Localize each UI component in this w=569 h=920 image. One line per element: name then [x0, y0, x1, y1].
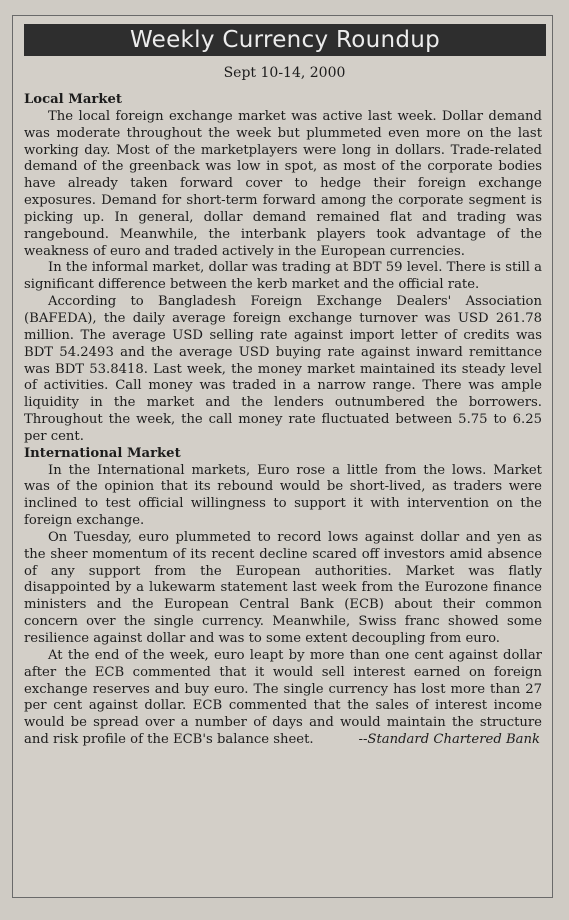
local-market-paragraph: The local foreign exchange market was active last week. Dollar demand was moderate throughout the week but plummeted even more on the last working day. Most of the marketplayers were long in dollars. Trade-related demand of the greenback was low in spot, as most of the corporate bodies have already taken forward cover to hedge their foreign exchange exposures. Demand for short-term forward among the corporate segment is picking up. In general, dollar demand remained flat and trading was rangebound. Meanwhile, the interbank players took advantage of the weakness of euro and traded actively in the European currencies.	[24, 108, 542, 259]
international-market-paragraph: In the International markets, Euro rose a little from the lows. Market was of the opinion that its rebound would be short-lived, as traders were inclined to test official willingness to support it with intervention on the foreign exchange.	[24, 462, 542, 529]
article-title-banner: Weekly Currency Roundup	[24, 24, 546, 56]
international-market-paragraph-text: At the end of the week, euro leapt by more than one cent against dollar after the ECB commented that it would sell interest earned on foreign exchange reserves and buy euro. The single currency has lost more than 27 per cent against dollar. ECB commented that the sales of interest income would be spread over a number of days and would maintain the structure and risk profile of the ECB's balance sheet.	[24, 647, 542, 748]
section-heading-local-market: Local Market	[24, 92, 122, 107]
article-body	[24, 92, 542, 749]
source-credit: --Standard Chartered Bank	[358, 732, 540, 748]
article-date: Sept 10-14, 2000	[223, 65, 346, 81]
local-market-paragraph: In the informal market, dollar was trading at BDT 59 level. There is still a significant difference between the kerb market and the official rate.	[24, 260, 542, 293]
international-market-paragraph: On Tuesday, euro plummeted to record lows against dollar and yen as the sheer momentum of its recent decline scared off investors amid absence of any support from the European authorities. Market was flatly disappointed by a lukewarm statement last week from the Eurozone finance ministers and the European Central Bank (ECB) about their common concern over the single currency. Meanwhile, Swiss franc showed some resilience against dollar and was to some extent decoupling from euro.	[24, 529, 542, 646]
section-heading-international-market: International Market	[24, 445, 181, 461]
international-market-paragraph	[24, 648, 542, 749]
local-market-paragraph: According to Bangladesh Foreign Exchange Dealers' Association (BAFEDA), the daily average foreign exchange turnover was USD 261.78 million. The average USD selling rate against import letter of credits was BDT 54.2493 and the average USD buying rate against inward remittance was BDT 53.8418. Last week, the money market maintained its steady level of activities. Call money was traded in a narrow range. There was ample liquidity in the market and the lenders outnumbered the borrowers. Throughout the week, the call money rate fluctuated between 5.75 to 6.25 per cent.	[24, 294, 542, 444]
